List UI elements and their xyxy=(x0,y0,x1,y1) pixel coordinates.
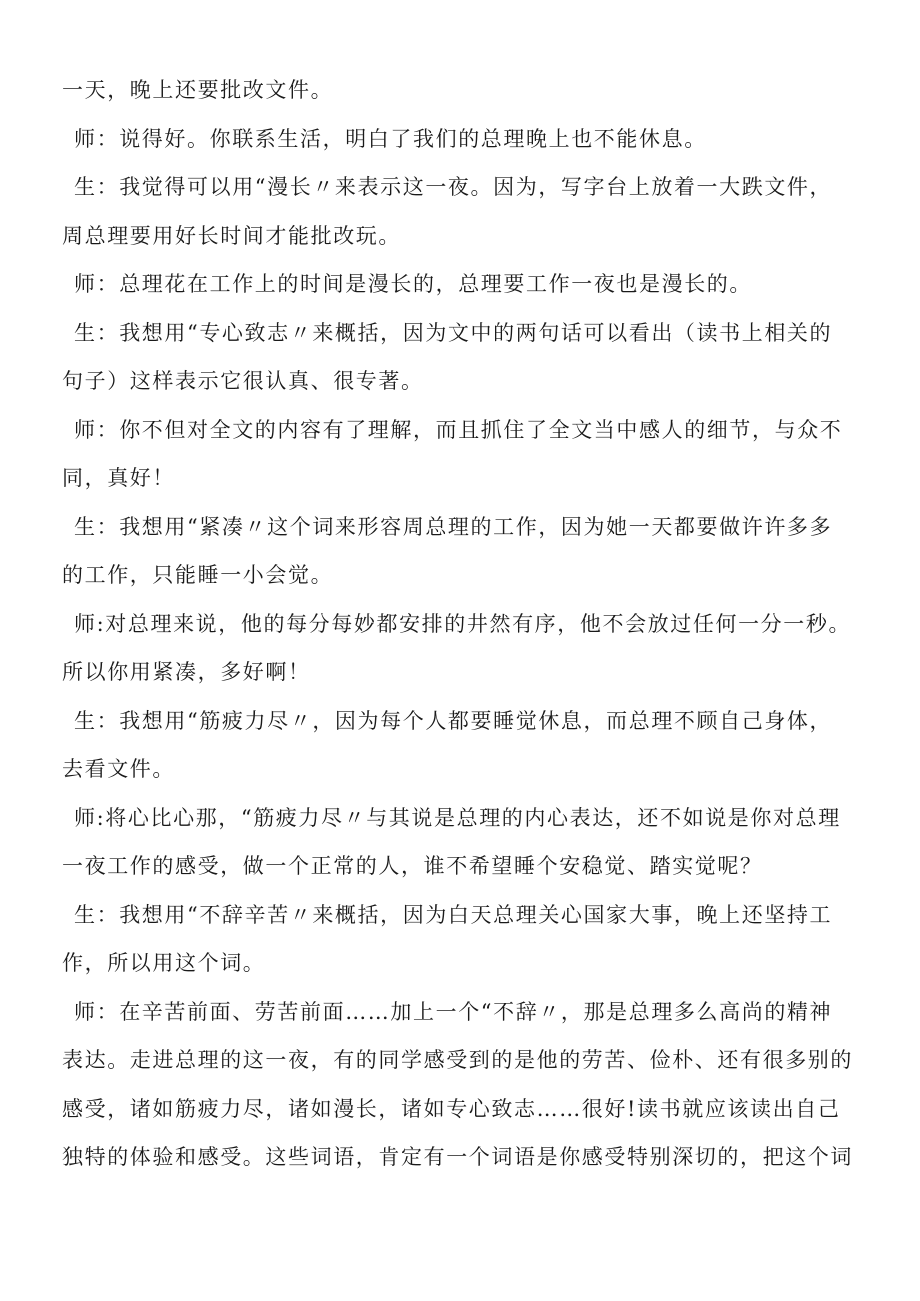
text-line: 师：说得好。你联系生活，明白了我们的总理晚上也不能休息。 xyxy=(74,126,707,151)
text-line: 表达。走进总理的这一夜，有的同学感受到的是他的劳苦、俭朴、还有很多别的 xyxy=(62,1048,853,1072)
text-line: 周总理要用好长时间才能批改玩。 xyxy=(62,223,401,248)
text-line: 师：总理花在工作上的时间是漫长的，总理要工作一夜也是漫长的。 xyxy=(74,272,752,296)
text-line: 师：在辛苦前面、劳苦前面……加上一个“不辞〃，那是总理多么高尚的精神 xyxy=(74,999,833,1024)
text-line: 作，所以用这个词。 xyxy=(62,951,266,975)
text-line: 句子）这样表示它很认真、很专著。 xyxy=(62,369,424,393)
text-line: 一天，晚上还要批改文件。 xyxy=(62,78,334,102)
text-line: 生：我想用“紧凑〃这个词来形容周总理的工作，因为她一天都要做许许多多 xyxy=(74,514,833,539)
text-line: 师:将心比心那，“筋疲力尽〃与其说是总理的内心表达，还不如说是你对总理 xyxy=(74,805,841,830)
text-line: 生：我觉得可以用“漫长〃来表示这一夜。因为，写字台上放着一大跌文件， xyxy=(74,175,833,199)
text-line: 师:对总理来说，他的每分每妙都安排的井然有序，他不会放过任何一分一秒。 xyxy=(74,611,852,636)
text-line: 去看文件。 xyxy=(62,757,175,781)
text-line: 师：你不但对全文的内容有了理解，而且抓住了全文当中感人的细节，与众不 xyxy=(74,417,843,442)
text-line: 所以你用紧凑，多好啊！ xyxy=(62,660,311,684)
text-line: 同，真好！ xyxy=(62,466,175,490)
text-line: 的工作，只能睡一小会觉。 xyxy=(62,563,334,587)
text-line: 感受，诸如筋疲力尽，诸如漫长，诸如专心致志……很好!读书就应该读出自己 xyxy=(62,1096,841,1121)
document-body xyxy=(62,66,862,1182)
text-line: 生：我想用“专心致志〃来概括，因为文中的两句话可以看出（读书上相关的 xyxy=(74,320,833,345)
text-line: 生：我想用“不辞辛苦〃来概括，因为白天总理关心国家大事，晚上还坚持工 xyxy=(74,902,833,927)
text-line: 一夜工作的感受，做一个正常的人，谁不希望睡个安稳觉、踏实觉呢？ xyxy=(62,854,763,878)
text-line: 独特的体验和感受。这些词语，肯定有一个词语是你感受特别深切的，把这个词 xyxy=(62,1145,853,1169)
text-line: 生：我想用“筋疲力尽〃，因为每个人都要睡觉休息，而总理不顾自己身体， xyxy=(74,708,833,733)
